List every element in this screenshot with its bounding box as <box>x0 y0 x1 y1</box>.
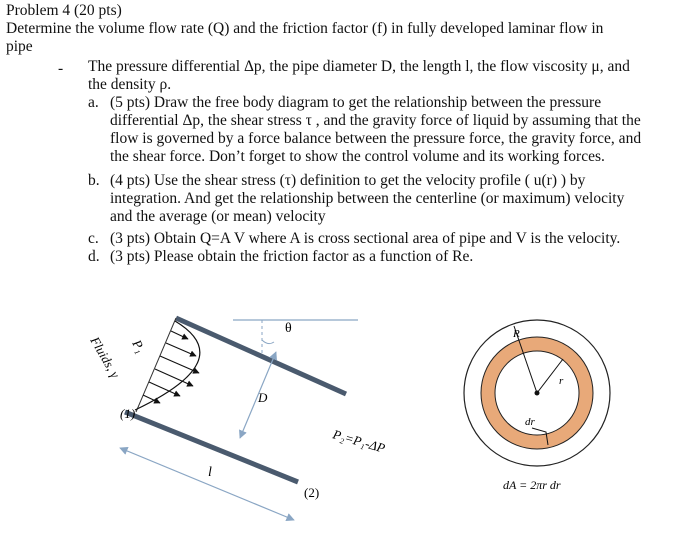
station-2-label: (2) <box>304 485 320 500</box>
station-1-label: (1) <box>120 406 136 421</box>
problem-statement-line-1: Determine the volume flow rate (Q) and the friction factor (f) in fully developed laminar flow in <box>6 20 604 37</box>
item-a-line-1: (5 pts) Draw the free body diagram to get the relationship between the pressure <box>110 94 602 111</box>
inner-radius-label: r <box>559 375 564 387</box>
velocity-arrow-3 <box>160 356 199 373</box>
problem-title: Problem 4 (20 pts) <box>6 2 122 19</box>
item-d-letter: d. <box>88 248 100 265</box>
item-a-line-4: the shear force. Don’t forget to show the control volume and its working forces. <box>110 148 605 165</box>
item-b-letter: b. <box>88 172 100 189</box>
pipe-upper-wall <box>176 318 346 394</box>
length-arrow <box>120 448 294 520</box>
velocity-profile-curve <box>135 321 200 410</box>
theta-arc <box>262 340 274 344</box>
item-c-line-1: (3 pts) Obtain Q=A V where A is cross sectional area of pipe and V is the velocity. <box>110 230 621 247</box>
item-a-line-3: flow is governed by a force balance between the pressure force, the gravity force, and <box>110 130 642 147</box>
given-line-2: the density ρ. <box>88 76 172 93</box>
p1-label: P₁ <box>129 337 149 356</box>
velocity-arrow-1 <box>171 331 188 339</box>
diameter-label: D <box>258 390 268 405</box>
item-b-line-3: and the average (or mean) velocity <box>110 208 326 225</box>
item-b-line-1: (4 pts) Use the shear stress (τ) definition to get the velocity profile ( u(r) ) by <box>110 172 586 189</box>
item-a-letter: a. <box>88 94 99 111</box>
item-a-line-2: differential Δp, the shear stress τ , and the gravity force of liquid by assuming that the <box>110 112 641 129</box>
item-c-letter: c. <box>88 230 99 247</box>
fluids-gamma-label: Fluids, γ <box>87 334 123 381</box>
theta-label: θ <box>285 321 292 336</box>
item-d-line-1: (3 pts) Please obtain the friction factor as a function of Re. <box>110 248 474 265</box>
velocity-arrow-2 <box>166 343 196 356</box>
given-dash: - <box>58 60 64 77</box>
dr-label: dr <box>525 416 535 428</box>
outer-radius-label: R <box>513 328 520 340</box>
item-b-line-2: integration. And get the relationship between the centerline (or maximum) velocity <box>110 190 625 207</box>
differential-area-formula: dA = 2πr dr <box>503 478 561 492</box>
length-label: l <box>208 465 212 480</box>
inlet-boundary <box>136 318 176 412</box>
problem-statement-line-2: pipe <box>6 38 33 55</box>
p2-label: P₂=P₁-ΔP <box>331 426 387 456</box>
given-line-1: The pressure differential Δp, the pipe diameter D, the length l, the flow viscosity μ, and <box>88 58 630 75</box>
